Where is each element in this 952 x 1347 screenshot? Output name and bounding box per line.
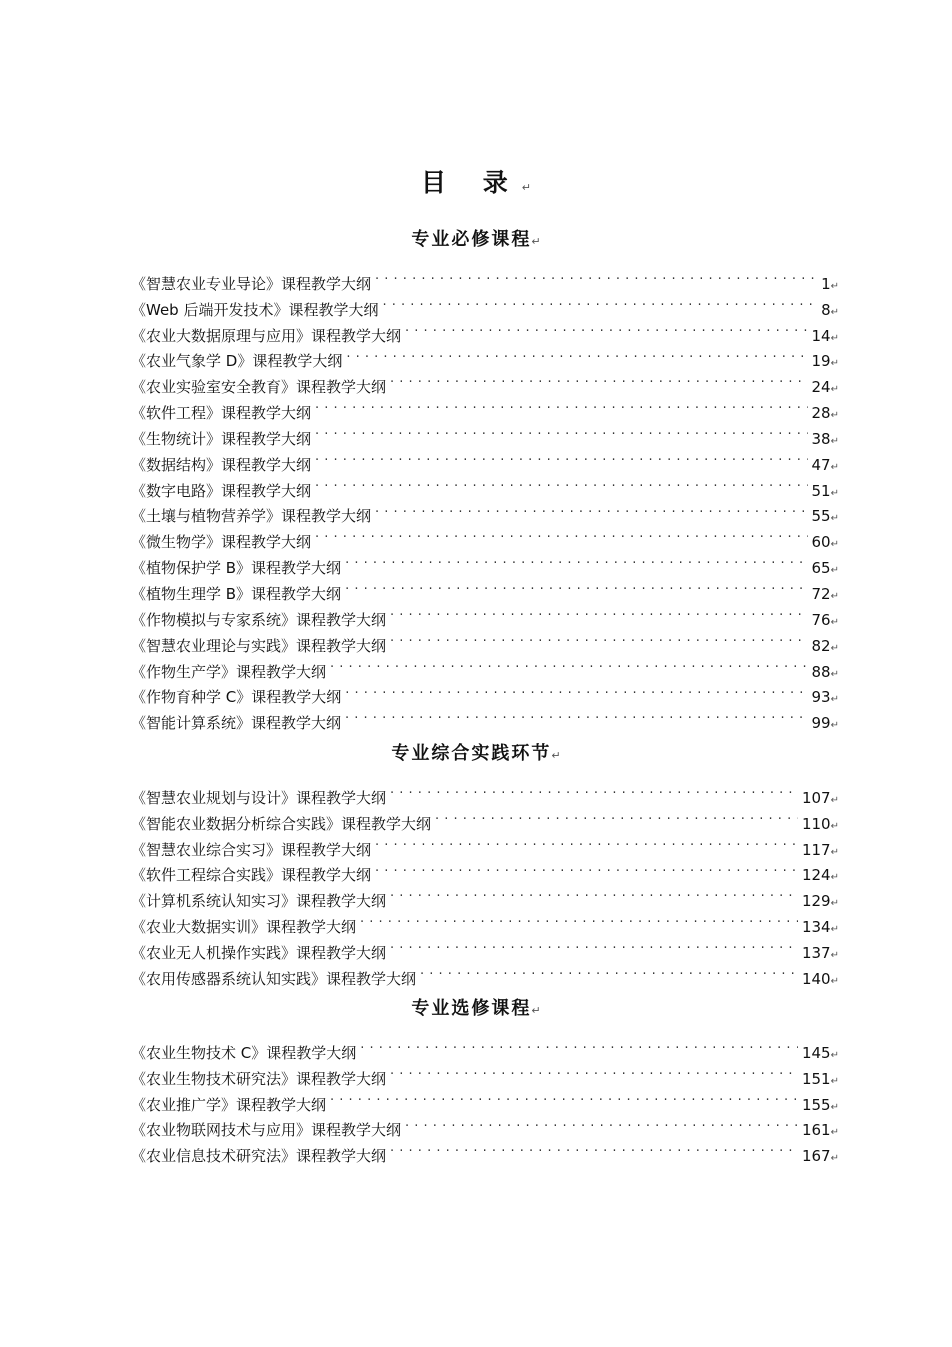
paragraph-mark-icon: ↵ <box>830 616 839 628</box>
paragraph-mark-icon: ↵ <box>531 1004 541 1017</box>
dot-leader <box>375 855 798 881</box>
dot-leader <box>315 444 808 470</box>
paragraph-mark-icon: ↵ <box>830 461 839 473</box>
paragraph-mark-icon: ↵ <box>830 1049 839 1061</box>
toc-entry-page-number: 134 <box>801 918 831 937</box>
toc-entry-title: 《作物模拟与专家系统》课程教学大纲 <box>131 610 387 629</box>
dot-leader <box>375 496 808 522</box>
paragraph-mark-icon: ↵ <box>551 749 561 762</box>
toc-entry-page-number: 137 <box>801 943 831 962</box>
paragraph-mark-icon: ↵ <box>830 975 839 987</box>
paragraph-mark-icon: ↵ <box>830 539 839 551</box>
dot-leader <box>390 366 808 392</box>
dot-leader <box>330 1084 798 1110</box>
paragraph-mark-icon: ↵ <box>830 384 839 396</box>
section-heading-practice <box>0 741 952 769</box>
toc-entry-page-number: 76 <box>811 610 831 629</box>
dot-leader <box>390 932 798 958</box>
toc-entry-page-number: 117 <box>801 840 831 859</box>
paragraph-mark-icon: ↵ <box>830 1075 839 1087</box>
dot-leader <box>360 906 798 932</box>
toc-entry[interactable] <box>131 263 839 293</box>
toc-list-required-courses <box>131 263 839 733</box>
paragraph-mark-icon: ↵ <box>830 435 839 447</box>
paragraph-mark-icon: ↵ <box>830 332 839 344</box>
dot-leader <box>375 829 798 855</box>
section-heading-text: 专业选修课程 <box>411 998 532 1019</box>
toc-entry-title: 《软件工程综合实践》课程教学大纲 <box>131 866 372 885</box>
toc-entry[interactable] <box>131 1032 839 1062</box>
paragraph-mark-icon: ↵ <box>830 1101 839 1113</box>
dot-leader <box>360 1032 798 1058</box>
dot-leader <box>390 625 808 651</box>
toc-entry-title: 《农业气象学 D》课程教学大纲 <box>131 352 343 371</box>
paragraph-mark-icon: ↵ <box>830 846 839 858</box>
dot-leader <box>315 392 808 418</box>
toc-entry-page-number: 24 <box>811 378 831 397</box>
toc-entry-title: 《Web 后端开发技术》课程教学大纲 <box>131 300 379 319</box>
toc-entry-title: 《智慧农业综合实习》课程教学大纲 <box>131 840 372 859</box>
toc-entry-title: 《植物生理学 B》课程教学大纲 <box>131 584 342 603</box>
toc-entry-page-number: 107 <box>801 788 831 807</box>
dot-leader <box>375 263 817 289</box>
toc-entry-title: 《农业大数据原理与应用》课程教学大纲 <box>131 326 402 345</box>
paragraph-mark-icon: ↵ <box>830 513 839 525</box>
paragraph-mark-icon: ↵ <box>521 181 531 194</box>
toc-entry-page-number: 60 <box>811 533 831 552</box>
section-heading-elective-courses <box>0 996 952 1024</box>
dot-leader <box>405 315 808 341</box>
toc-entry-title: 《智能农业数据分析综合实践》课程教学大纲 <box>131 814 432 833</box>
toc-entry-page-number: 8 <box>821 300 831 319</box>
paragraph-mark-icon: ↵ <box>830 668 839 680</box>
toc-entry-page-number: 161 <box>801 1121 831 1140</box>
dot-leader <box>345 547 807 573</box>
dot-leader <box>315 521 808 547</box>
paragraph-mark-icon: ↵ <box>531 235 541 248</box>
toc-entry-title: 《农业生物技术 C》课程教学大纲 <box>131 1043 357 1062</box>
toc-entry-title: 《农业推广学》课程教学大纲 <box>131 1095 327 1114</box>
dot-leader <box>390 1058 798 1084</box>
toc-entry-page-number: 1 <box>821 274 831 293</box>
toc-entry-title: 《智慧农业规划与设计》课程教学大纲 <box>131 788 387 807</box>
paragraph-mark-icon: ↵ <box>830 487 839 499</box>
toc-entry-page-number: 93 <box>811 688 831 707</box>
toc-entry-page-number: 47 <box>811 455 831 474</box>
toc-list-practice <box>131 777 839 988</box>
dot-leader <box>345 702 808 728</box>
dot-leader <box>345 677 807 703</box>
toc-list-elective-courses <box>131 1032 839 1166</box>
toc-entry-page-number: 82 <box>811 636 831 655</box>
toc-entry-title: 《数据结构》课程教学大纲 <box>131 455 312 474</box>
paragraph-mark-icon: ↵ <box>830 794 839 806</box>
dot-leader <box>346 341 807 367</box>
paragraph-mark-icon: ↵ <box>830 720 839 732</box>
toc-entry-page-number: 28 <box>811 404 831 423</box>
toc-entry-title: 《农业物联网技术与应用》课程教学大纲 <box>131 1121 402 1140</box>
dot-leader <box>390 599 808 625</box>
toc-entry-page-number: 155 <box>801 1095 831 1114</box>
paragraph-mark-icon: ↵ <box>830 1153 839 1165</box>
paragraph-mark-icon: ↵ <box>830 898 839 910</box>
toc-entry-title: 《微生物学》课程教学大纲 <box>131 533 312 552</box>
toc-entry-title: 《软件工程》课程教学大纲 <box>131 404 312 423</box>
toc-entry-page-number: 72 <box>811 584 831 603</box>
toc-entry-page-number: 38 <box>811 429 831 448</box>
dot-leader <box>390 777 798 803</box>
toc-entry-page-number: 55 <box>811 507 831 526</box>
toc-entry-title: 《智慧农业专业导论》课程教学大纲 <box>131 274 372 293</box>
toc-entry-title: 《农用传感器系统认知实践》课程教学大纲 <box>131 969 417 988</box>
toc-entry-page-number: 167 <box>801 1147 831 1166</box>
dot-leader <box>405 1110 798 1136</box>
toc-entry-page-number: 129 <box>801 892 831 911</box>
section-heading-text: 专业综合实践环节 <box>391 743 552 764</box>
dot-leader <box>345 573 807 599</box>
toc-title <box>0 166 952 205</box>
toc-entry-title: 《农业无人机操作实践》课程教学大纲 <box>131 943 387 962</box>
toc-entry-title: 《植物保护学 B》课程教学大纲 <box>131 559 342 578</box>
dot-leader <box>315 418 808 444</box>
paragraph-mark-icon: ↵ <box>830 642 839 654</box>
toc-entry-title: 《农业实验室安全教育》课程教学大纲 <box>131 378 387 397</box>
toc-entry-title: 《数字电路》课程教学大纲 <box>131 481 312 500</box>
toc-entry-title: 《作物育种学 C》课程教学大纲 <box>131 688 342 707</box>
toc-entry-title: 《农业生物技术研究法》课程教学大纲 <box>131 1069 387 1088</box>
paragraph-mark-icon: ↵ <box>830 590 839 602</box>
dot-leader <box>390 880 798 906</box>
toc-entry-page-number: 65 <box>811 559 831 578</box>
toc-title-text: 目 录 <box>421 168 522 197</box>
dot-leader <box>420 958 798 984</box>
toc-entry-page-number: 88 <box>811 662 831 681</box>
paragraph-mark-icon: ↵ <box>830 358 839 370</box>
toc-entry-title: 《农业信息技术研究法》课程教学大纲 <box>131 1147 387 1166</box>
paragraph-mark-icon: ↵ <box>830 872 839 884</box>
toc-entry-page-number: 14 <box>811 326 831 345</box>
toc-entry-page-number: 19 <box>811 352 831 371</box>
paragraph-mark-icon: ↵ <box>830 820 839 832</box>
toc-entry-title: 《农业大数据实训》课程教学大纲 <box>131 918 357 937</box>
toc-entry[interactable] <box>131 777 839 807</box>
toc-entry-page-number: 140 <box>801 969 831 988</box>
section-heading-required-courses <box>0 227 952 255</box>
toc-entry-page-number: 124 <box>801 866 831 885</box>
toc-entry-page-number: 51 <box>811 481 831 500</box>
paragraph-mark-icon: ↵ <box>830 565 839 577</box>
paragraph-mark-icon: ↵ <box>830 280 839 292</box>
toc-entry-title: 《智慧农业理论与实践》课程教学大纲 <box>131 636 387 655</box>
toc-entry-page-number: 151 <box>801 1069 831 1088</box>
toc-entry-title: 《智能计算系统》课程教学大纲 <box>131 714 342 733</box>
toc-entry-title: 《作物生产学》课程教学大纲 <box>131 662 327 681</box>
paragraph-mark-icon: ↵ <box>830 306 839 318</box>
dot-leader <box>315 470 808 496</box>
dot-leader <box>390 1135 798 1161</box>
toc-entry-title: 《生物统计》课程教学大纲 <box>131 429 312 448</box>
toc-entry-page-number: 110 <box>801 814 831 833</box>
dot-leader <box>382 289 817 315</box>
paragraph-mark-icon: ↵ <box>830 410 839 422</box>
section-heading-text: 专业必修课程 <box>411 229 532 250</box>
paragraph-mark-icon: ↵ <box>830 924 839 936</box>
paragraph-mark-icon: ↵ <box>830 949 839 961</box>
dot-leader <box>330 651 808 677</box>
toc-entry-title: 《土壤与植物营养学》课程教学大纲 <box>131 507 372 526</box>
paragraph-mark-icon: ↵ <box>830 1127 839 1139</box>
toc-entry-page-number: 145 <box>801 1043 831 1062</box>
paragraph-mark-icon: ↵ <box>830 694 839 706</box>
dot-leader <box>435 803 798 829</box>
toc-entry-page-number: 99 <box>811 714 831 733</box>
toc-entry-title: 《计算机系统认知实习》课程教学大纲 <box>131 892 387 911</box>
